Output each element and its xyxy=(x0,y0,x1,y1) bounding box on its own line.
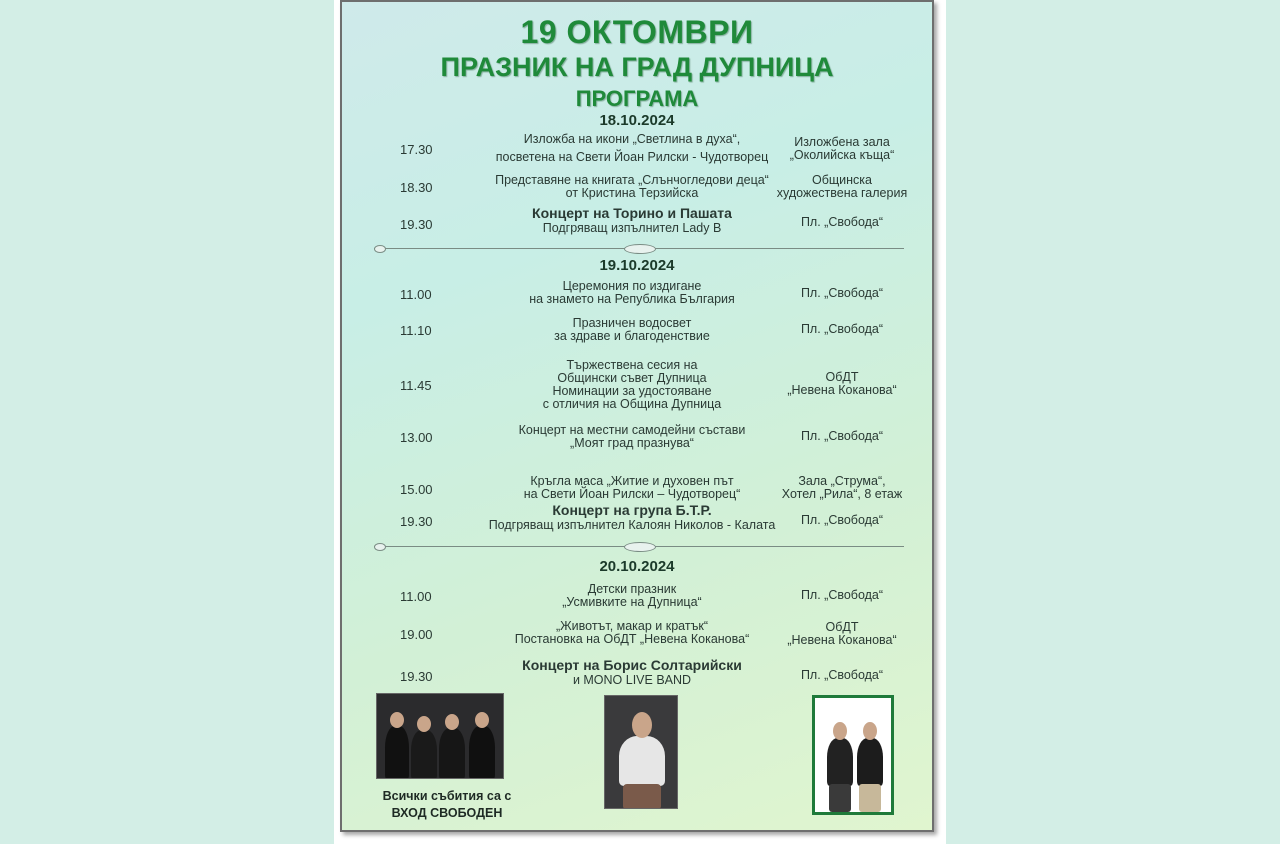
event-time: 19.30 xyxy=(400,669,433,684)
poster-title-program: ПРОГРАМА xyxy=(575,86,699,111)
event-place: Пл. „Свобода“ xyxy=(800,215,884,229)
section-divider xyxy=(374,244,904,254)
event-place: Пл. „Свобода“ xyxy=(800,429,884,443)
event-time: 17.30 xyxy=(400,142,433,157)
event-description: Концерт на местни самодейни състави „Моят град празнува“ xyxy=(518,423,746,450)
event-time: 11.10 xyxy=(400,323,432,338)
duo-photo xyxy=(812,695,894,815)
section-divider xyxy=(374,542,904,552)
singer-photo xyxy=(604,695,678,809)
day3-date: 20.10.2024 xyxy=(599,558,675,575)
event-time: 18.30 xyxy=(400,180,433,195)
event-place: Пл. „Свобода“ xyxy=(800,588,884,602)
event-time: 13.00 xyxy=(400,430,433,445)
poster-title-holiday: ПРАЗНИК НА ГРАД ДУПНИЦА xyxy=(440,52,834,82)
event-description: Тържествена сесия на Общински съвет Дупница Номинации за удостояване с отличия на Община Дупница xyxy=(542,358,722,411)
event-place: Пл. „Свобода“ xyxy=(800,668,884,682)
day1-date: 18.10.2024 xyxy=(599,112,675,129)
event-description: Церемония по издигане на знамето на Република България xyxy=(529,279,735,306)
event-place: Пл. „Свобода“ xyxy=(800,322,884,336)
day2-date: 19.10.2024 xyxy=(599,257,675,274)
event-poster xyxy=(340,0,934,832)
event-time: 19.30 xyxy=(400,514,433,529)
event-description: „Животът, макар и кратък“ Постановка на ОбДТ „Невена Коканова“ xyxy=(514,619,750,646)
event-place: Зала „Струма“, Хотел „Рила“, 8 етаж xyxy=(781,474,903,501)
event-place: Общинска художествена галерия xyxy=(776,173,908,200)
poster-title-date: 19 ОКТОМВРИ xyxy=(520,14,754,50)
event-description: Представяне на книгата „Слънчогледови деца“ от Кристина Терзийска xyxy=(495,173,769,200)
event-time: 11.00 xyxy=(400,589,432,604)
event-place: ОбДТ „Невена Коканова“ xyxy=(787,620,897,647)
band-photo xyxy=(376,693,504,779)
right-background xyxy=(946,0,1280,844)
event-time: 15.00 xyxy=(400,482,433,497)
event-description: Концерт на група Б.Т.Р. Подгряващ изпълнител Калоян Николов - Калата xyxy=(488,502,776,532)
event-place: Изложбена зала „Околийска къща“ xyxy=(789,135,895,162)
event-description: Детски празник „Усмивките на Дупница“ xyxy=(562,582,702,609)
event-place: ОбДТ „Невена Коканова“ xyxy=(787,370,897,397)
event-time: 19.00 xyxy=(400,627,433,642)
event-time: 19.30 xyxy=(400,217,433,232)
free-entry-note: Всички събития са с ВХОД СВОБОДЕН xyxy=(382,789,512,820)
event-description: Концерт на Торино и Пашата Подгряващ изпълнител Lady B xyxy=(532,205,732,235)
event-time: 11.45 xyxy=(400,378,432,393)
event-description: Кръгла маса „Житие и духовен път на Свети Йоан Рилски – Чудотворец“ xyxy=(523,474,741,501)
event-description: Празничен водосвет за здраве и благоденствие xyxy=(554,316,710,343)
left-background xyxy=(0,0,334,844)
event-description: Изложба на икони „Светлина в духа“, посветена на Свети Йоан Рилски - Чудотворец xyxy=(495,132,769,164)
event-place: Пл. „Свобода“ xyxy=(800,513,884,527)
event-place: Пл. „Свобода“ xyxy=(800,286,884,300)
event-time: 11.00 xyxy=(400,287,432,302)
event-description: Концерт на Борис Солтарийски и MONO LIVE BAND xyxy=(522,657,742,687)
